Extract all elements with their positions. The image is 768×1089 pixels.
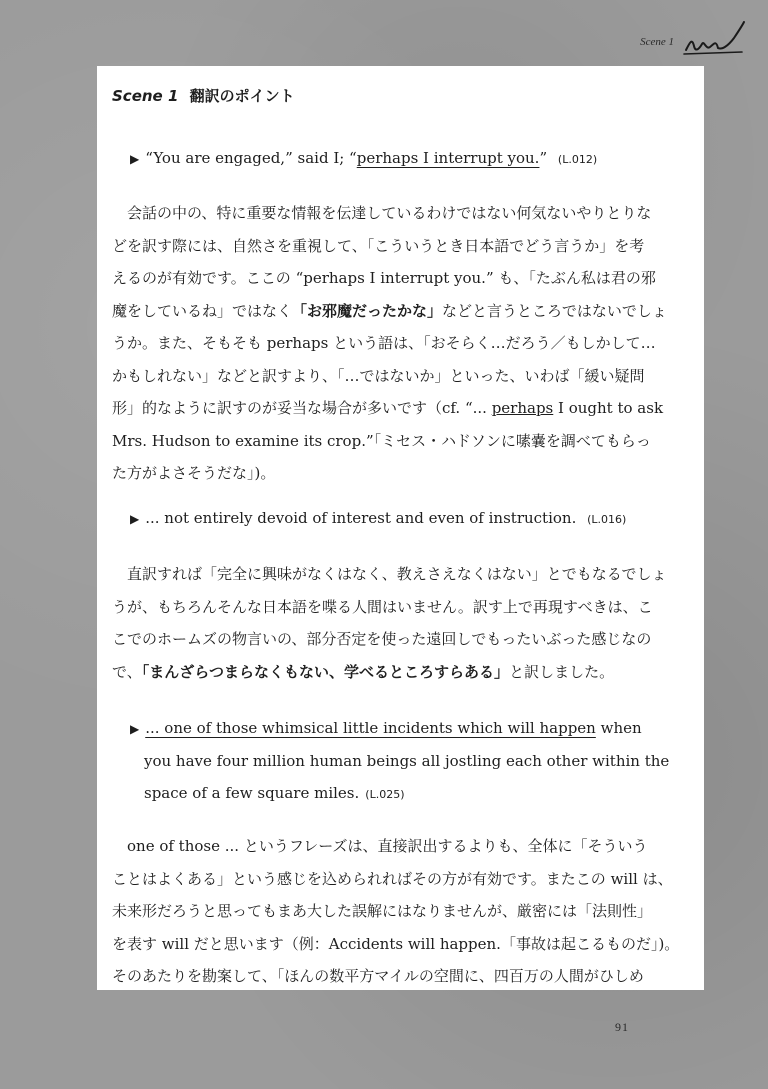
quote-3-line-1 bbox=[130, 712, 669, 745]
underlined-word: perhaps bbox=[491, 399, 554, 417]
quote-1-line-ref: (L.012) bbox=[557, 153, 598, 166]
page-number: 91 bbox=[615, 1020, 629, 1034]
paragraph-line: 会話の中の、特に重要な情報を伝達しているわけではない何気ないやりとりな bbox=[127, 204, 652, 222]
paragraph-line: 未来形だろうと思ってもまあ大した誤解にはなりませんが、厳密には「法則性」 bbox=[112, 902, 653, 920]
paragraph-line: た方がよさそうだな」)。 bbox=[112, 464, 276, 482]
paragraph-line: どを訳す際には、自然さを重視して、「こういうとき日本語でどう言うか」を考 bbox=[112, 236, 645, 255]
page-content bbox=[97, 66, 704, 990]
quote-3-underlined: ... one of those whimsical little incidents which will happen bbox=[145, 719, 596, 737]
paragraph-3 bbox=[112, 830, 686, 990]
paragraph-1 bbox=[112, 197, 686, 490]
quote-1-post: ” bbox=[539, 149, 548, 167]
quote-1-pre: “You are engaged,” said I; “ bbox=[145, 149, 357, 167]
paragraph-line: ことはよくある」という感じを込められればその方が有効です。またこの will は、 bbox=[112, 869, 673, 888]
quote-3 bbox=[130, 712, 669, 811]
text-run: と訳しました。 bbox=[509, 662, 615, 681]
paragraph-line: Mrs. Hudson to examine its crop.”「ミセス・ハドソンに嗉嚢を調べてもらっ bbox=[112, 431, 651, 450]
quote-2 bbox=[130, 502, 626, 536]
running-head bbox=[640, 20, 748, 60]
bold-phrase: 「お邪魔だったかな」 bbox=[292, 301, 443, 320]
text-run: で、 bbox=[112, 662, 142, 681]
quote-1-underlined: perhaps I interrupt you. bbox=[356, 149, 540, 167]
text-run: などと言うところではないでしょ bbox=[442, 301, 667, 320]
paragraph-2 bbox=[112, 558, 686, 688]
paragraph-line: うが、もちろんそんな日本語を喋る人間はいません。訳す上で再現すべきは、こ bbox=[112, 597, 653, 616]
quote-3-line-2: you have four million human beings all jostling each other within the bbox=[144, 752, 670, 770]
quote-3-line-3 bbox=[130, 777, 669, 811]
paragraph-line: かもしれない」などと訳すより、「…ではないか」といった、いわば「緩い疑問 bbox=[112, 366, 645, 385]
paragraph-line: 直訳すれば「完全に興味がなくはなく、教えさえなくはない」とでもなるでしょ bbox=[127, 565, 667, 583]
signature-logo bbox=[682, 20, 748, 60]
paragraph-line bbox=[112, 392, 686, 425]
paragraph-line: えるのが有効です。ここの “perhaps I interrupt you.” も、「たぶん私は君の邪 bbox=[112, 269, 656, 287]
paragraph-line: うか。また、そもそも perhaps という語は、「おそらく…だろう／もしかして… bbox=[112, 334, 656, 352]
paragraph-line bbox=[112, 656, 686, 689]
text-run: I ought to ask bbox=[553, 399, 664, 417]
paragraph-line bbox=[112, 295, 686, 328]
quote-2-text: ... not entirely devoid of interest and even of instruction. bbox=[145, 509, 577, 527]
quote-3-line-1-post: when bbox=[595, 719, 642, 737]
paragraph-line: one of those ... というフレーズは、直接訳出するよりも、全体に「そういう bbox=[127, 837, 648, 855]
text-run: space of a few square miles. bbox=[144, 784, 360, 802]
scene-label: Scene 1 bbox=[112, 87, 179, 105]
scene-title: 翻訳のポイント bbox=[189, 87, 295, 105]
triangle-bullet-icon: ▶ bbox=[130, 152, 140, 166]
bold-phrase: 「まんざらつまらなくもない、学べるところすらある」 bbox=[141, 662, 510, 681]
quote-1 bbox=[130, 142, 597, 176]
paragraph-line: を表す will だと思います（例：Accidents will happen.「事故は起こるものだ」)。 bbox=[112, 934, 680, 953]
running-head-text: Scene 1 bbox=[640, 36, 674, 48]
triangle-bullet-icon: ▶ bbox=[130, 512, 140, 526]
scene-heading bbox=[112, 82, 295, 110]
text-run: 形」的なように訳すのが妥当な場合が多いです（cf. “... bbox=[112, 399, 492, 417]
triangle-bullet-icon: ▶ bbox=[130, 722, 140, 736]
quote-3-line-ref: (L.025) bbox=[365, 788, 405, 801]
paragraph-line: そのあたりを勘案して、「ほんの数平方マイルの空間に、四百万の人間がひしめ bbox=[112, 967, 644, 985]
text-run: 魔をしているね」ではなく bbox=[112, 301, 293, 320]
paragraph-line: こでのホームズの物言いの、部分否定を使った遠回しでもったいぶった感じなの bbox=[112, 630, 652, 648]
quote-2-line-ref: (L.016) bbox=[587, 513, 627, 526]
